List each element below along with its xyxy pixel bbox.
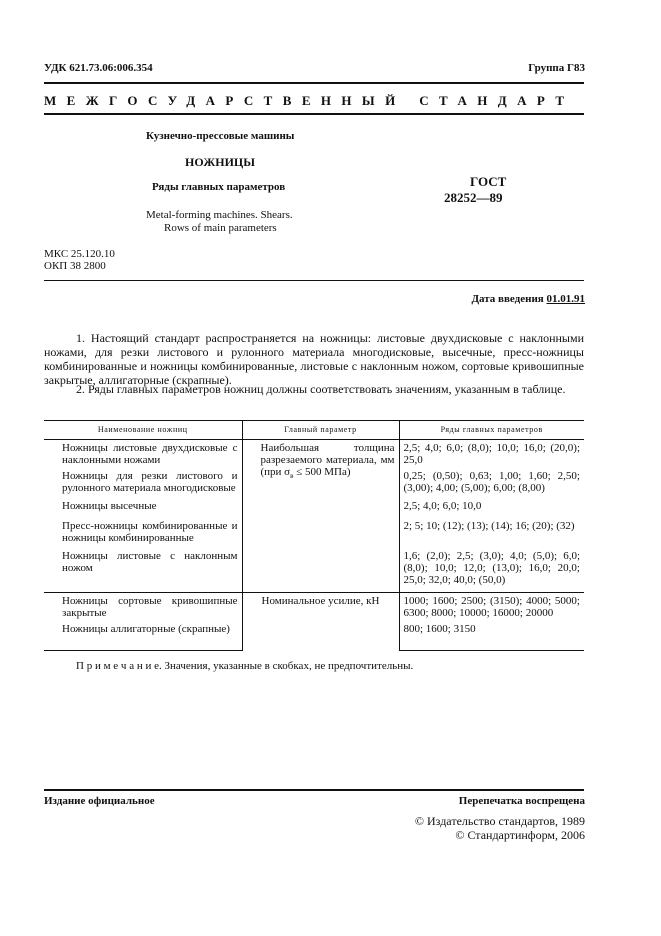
- row-name: Ножницы сортовые кривошипные закрытые: [44, 592, 242, 621]
- header-name: Наименование ножниц: [44, 421, 242, 440]
- param-force: Номинальное усилие, кН: [242, 592, 399, 651]
- paragraph-2: 2. Ряды главных параметров ножниц должны соответствовать значениям, указанным в таблице.: [76, 382, 566, 396]
- table-note: [76, 660, 413, 672]
- udk-code: УДК 621.73.06:006.354: [44, 62, 153, 74]
- mks-code: МКС 25.120.10: [44, 248, 115, 260]
- title-en-line1: Metal-forming machines. Shears.: [146, 209, 293, 221]
- header-rows: Ряды главных параметров: [399, 421, 584, 440]
- param-thickness: [242, 440, 399, 593]
- row-values: 2; 5; 10; (12); (13); (14); 16; (20); (32): [403, 520, 575, 532]
- row-name: Ножницы аллигаторные (скрапные): [44, 621, 242, 651]
- title-line3: Ряды главных параметров: [152, 181, 286, 193]
- row-values: 800; 1600; 3150: [399, 621, 584, 651]
- paragraph-1: 1. Настоящий стандарт распространяется на ножницы: листовые двухдисковые с наклонными ножами, для резки листового и рулонного материала многодисковые, высечные, пресс-ножницы комбинированные и ножницы комбинированные, листовые с наклонным ножом, сортовые кривошипные закрытые, аллигаторные (скрапные).: [44, 331, 584, 387]
- codes-rule: [44, 280, 584, 281]
- row-values: 0,25; (0,50); 0,63; 1,00; 1,60; 2,50; (3,00); 4,00; (5,00); 6,00; (8,00): [403, 470, 580, 494]
- note-label: П р и м е ч а н и е.: [76, 660, 162, 672]
- reprint-label: Перепечатка воспрещена: [458, 795, 585, 807]
- copyright-1: © Издательство стандартов, 1989: [414, 814, 585, 828]
- row-values: 2,5; 4,0; 6,0; 10,0: [403, 500, 482, 512]
- row-name: Ножницы листовые двухдисковые с наклонными ножами: [44, 440, 242, 469]
- table-row: [44, 592, 584, 621]
- gost-number: 28252—89: [444, 190, 503, 205]
- standard-type: МЕЖГОСУДАРСТВЕННЫЙ СТАНДАРТ: [44, 93, 575, 108]
- row-values: 2,5; 4,0; 6,0; (8,0); 10,0; 16,0; (20,0); 25,0: [403, 442, 580, 466]
- title-line2: НОЖНИЦЫ: [185, 155, 256, 169]
- row-name: Пресс-ножницы комбинированные и ножницы комбинированные: [44, 518, 242, 548]
- title-line1: Кузнечно-прессовые машины: [146, 130, 295, 142]
- intro-date-label: Дата введения: [471, 293, 544, 305]
- parameters-table: [44, 420, 584, 651]
- table-header-row: [44, 421, 584, 440]
- table-row: [44, 440, 584, 469]
- header-rule: [44, 113, 584, 115]
- edition-label: Издание официальное: [44, 795, 155, 807]
- title-en-line2: Rows of main parameters: [164, 222, 277, 234]
- gost-label: ГОСТ: [470, 174, 507, 189]
- row-name: Ножницы высечные: [44, 498, 242, 518]
- group-code: Группа Г83: [528, 62, 585, 74]
- row-values: 1000; 1600; 2500; (3150); 4000; 5000; 6300; 8000; 10000; 16000; 20000: [399, 592, 584, 621]
- okp-code: ОКП 38 2800: [44, 260, 106, 272]
- header-param: Главный параметр: [242, 421, 399, 440]
- intro-date-value: 01.01.91: [546, 293, 585, 305]
- footer-rule: [44, 789, 584, 791]
- top-rule: [44, 82, 584, 84]
- note-text: Значения, указанные в скобках, не предпочтительны.: [164, 660, 414, 672]
- row-name: Ножницы листовые с наклонным ножом: [44, 548, 242, 592]
- param-thickness-prefix: Наибольшая толщина разрезаемого материала, мм (при σ: [260, 442, 395, 478]
- row-name: Ножницы для резки листового и рулонного материала многодисковые: [44, 468, 242, 498]
- param-thickness-sub: в: [290, 472, 294, 481]
- row-values: 1,6; (2,0); 2,5; (3,0); 4,0; (5,0); 6,0; (8,0); 10,0; 12,0; (13,0); 16,0; 20,0; 25,0; 32,0; 40,0; (50,0): [403, 550, 580, 586]
- copyright-2: © Стандартинформ, 2006: [455, 828, 585, 842]
- intro-date: [471, 293, 585, 305]
- param-thickness-suffix: ≤ 500 МПа): [293, 466, 351, 478]
